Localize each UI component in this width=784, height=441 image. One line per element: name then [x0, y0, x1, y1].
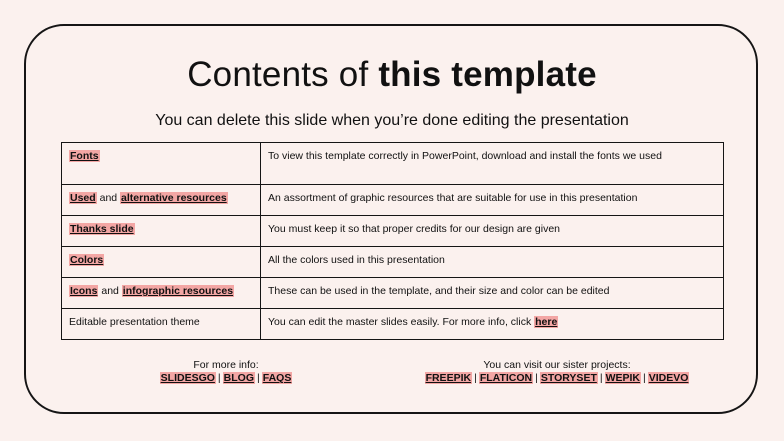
- row-description: An assortment of graphic resources that are suitable for use in this presentation: [261, 185, 724, 216]
- separator: |: [535, 372, 538, 384]
- footer-links: [400, 372, 714, 385]
- separator: |: [643, 372, 646, 384]
- separator: |: [217, 372, 221, 384]
- row-label: [62, 247, 261, 278]
- row-description: These can be used in the template, and their size and color can be edited: [261, 278, 724, 309]
- title-light: Contents of: [187, 55, 379, 94]
- table-row: [62, 278, 724, 309]
- row-description: [261, 309, 724, 340]
- row-label: [62, 143, 261, 185]
- link-videvo[interactable]: VIDEVO: [648, 372, 689, 384]
- row-label-joiner: and: [96, 192, 121, 204]
- link-infographic-resources[interactable]: infographic resources: [122, 285, 234, 297]
- row-label-joiner: and: [98, 285, 122, 297]
- page-title: [0, 53, 784, 97]
- separator: |: [599, 372, 603, 384]
- subtitle: You can delete this slide when you’re done editing the presentation: [155, 112, 629, 129]
- link-fonts[interactable]: Fonts: [70, 150, 99, 162]
- link-wepik[interactable]: WEPIK: [605, 372, 641, 384]
- row-label: [62, 278, 261, 309]
- row-description: All the colors used in this presentation: [261, 247, 724, 278]
- table-row: [62, 247, 724, 278]
- footer-label: You can visit our sister projects:: [483, 359, 631, 371]
- link-flaticon[interactable]: FLATICON: [479, 372, 533, 384]
- footer-more-info: [140, 359, 312, 385]
- link-slidesgo[interactable]: SLIDESGO: [160, 372, 215, 384]
- table-row: [62, 309, 724, 340]
- footer-label: For more info:: [193, 359, 259, 371]
- link-colors[interactable]: Colors: [70, 254, 104, 266]
- separator: |: [474, 372, 477, 384]
- link-faqs[interactable]: FAQS: [262, 372, 292, 384]
- footer-links: [140, 372, 312, 385]
- link-blog[interactable]: BLOG: [223, 372, 254, 384]
- row-description: You must keep it so that proper credits for our design are given: [261, 216, 724, 247]
- link-here[interactable]: here: [535, 316, 558, 328]
- footer-sister-projects: [400, 359, 714, 385]
- table-row: [62, 143, 724, 185]
- link-alternative-resources[interactable]: alternative resources: [121, 192, 227, 204]
- row-label: Editable presentation theme: [62, 309, 261, 340]
- table-row: [62, 185, 724, 216]
- title-bold: this template: [378, 55, 597, 94]
- separator: |: [257, 372, 260, 384]
- contents-table: [61, 142, 724, 340]
- table-row: [62, 216, 724, 247]
- link-freepik[interactable]: FREEPIK: [425, 372, 472, 384]
- row-description-text: You can edit the master slides easily. For more info, click: [268, 316, 535, 328]
- row-label: [62, 216, 261, 247]
- link-storyset[interactable]: STORYSET: [540, 372, 597, 384]
- link-icons[interactable]: Icons: [70, 285, 98, 297]
- link-thanks-slide[interactable]: Thanks slide: [70, 223, 134, 235]
- row-description: To view this template correctly in PowerPoint, download and install the fonts we used: [261, 143, 724, 185]
- link-used[interactable]: Used: [70, 192, 96, 204]
- row-label: [62, 185, 261, 216]
